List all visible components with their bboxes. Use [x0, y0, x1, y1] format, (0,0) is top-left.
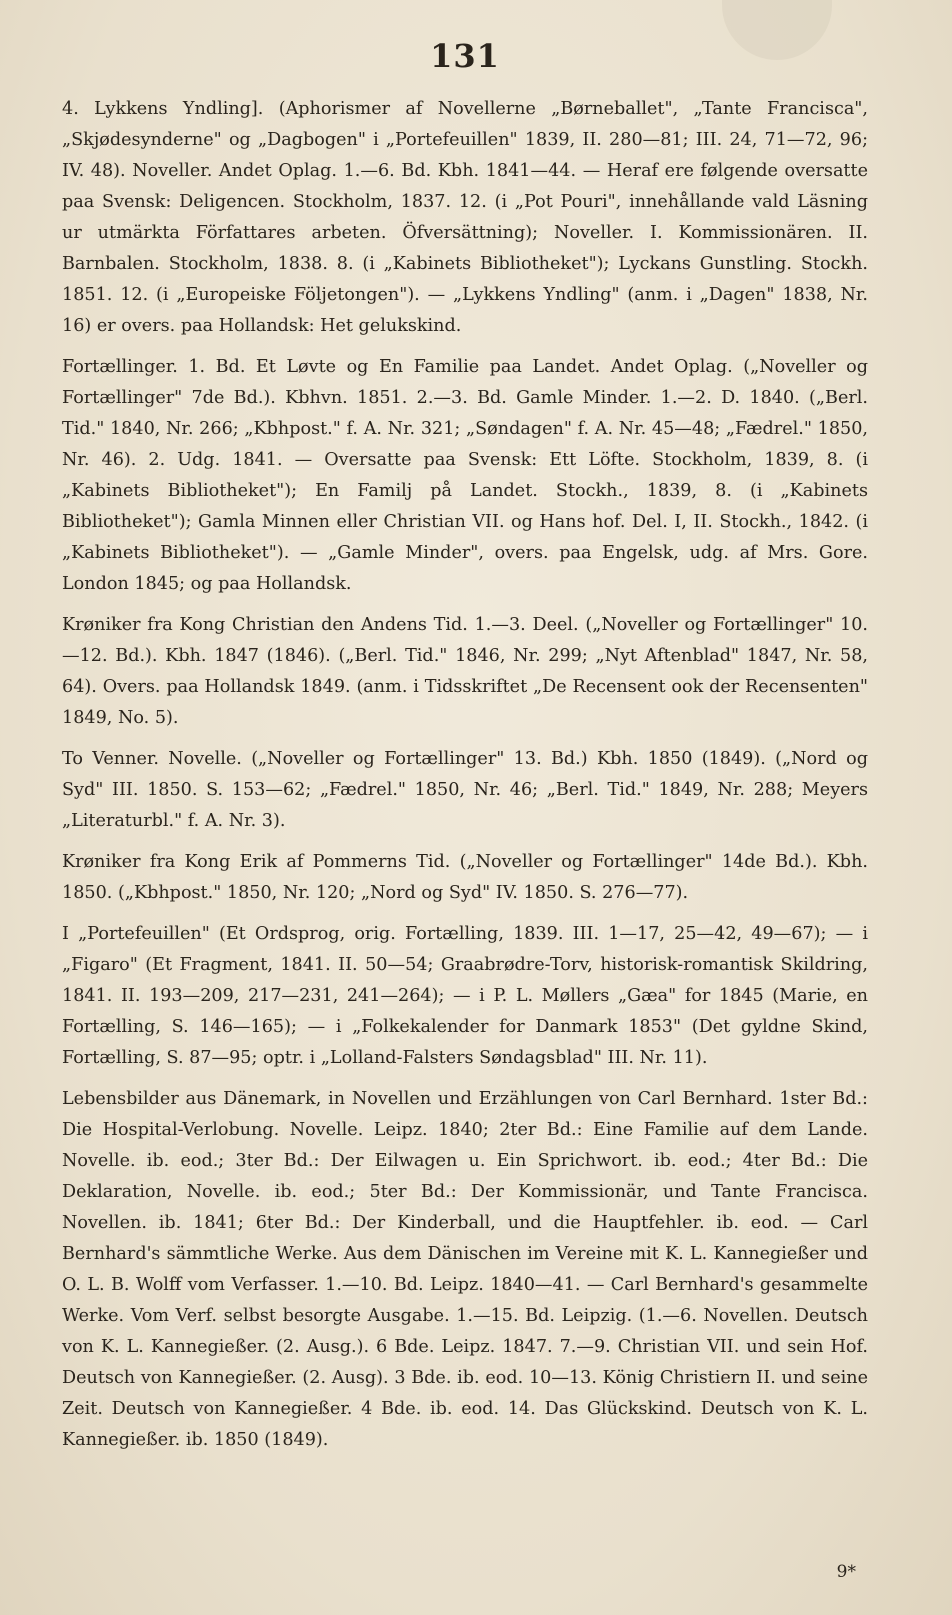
entry-text: 4. Lykkens Yndling]. (Aphorismer af Novellerne „Børneballet", „Tante Francisca", „Skjødesynderne" og „Dagbogen" i „Portefeuillen" 1839, II. 280—81; III. 24, 71—72, 96; IV. 48). Noveller. Andet Oplag. 1.—6. Bd. Kbh. 1841—44. — Heraf ere følgende oversatte paa Svensk: Deligencen. Stockholm, 1837. 12. (i „Pot Pouri", innehållande vald Läsning ur utmärkta Författares arbeten. Öfversättning); Noveller. I. Kommissionären. II. Barnbalen. Stockholm, 1838. 8. (i „Kabinets Bibliotheket"); Lyckans Gunstling. Stockh. 1851. 12. (i „Europeiske Följetongen"). — „Lykkens Yndling" (anm. i „Dagen" 1838, Nr. 16) er overs. paa Hollandsk: Het gelukskind.: [62, 99, 868, 336]
entry-6: [62, 919, 868, 1074]
entry-text: Krøniker fra Kong Erik af Pommerns Tid. („Noveller og Fortællinger" 14de Bd.). Kbh. 1850. („Kbhpost." 1850, Nr. 120; „Nord og Syd" IV. 1850. S. 276—77).: [62, 852, 868, 903]
entry-text: Fortællinger. 1. Bd. Et Løvte og En Familie paa Landet. Andet Oplag. („Noveller og Fortællinger" 7de Bd.). Kbhvn. 1851. 2.—3. Bd. Gamle Minder. 1.—2. D. 1840. („Berl. Tid." 1840, Nr. 266; „Kbhpost." f. A. Nr. 321; „Søndagen" f. A. Nr. 45—48; „Fædrel." 1850, Nr. 46). 2. Udg. 1841. — Oversatte paa Svensk: Ett Löfte. Stockholm, 1839, 8. (i „Kabinets Bibliotheket"); En Familj på Landet. Stockh., 1839, 8. (i „Kabinets Bibliotheket"); Gamla Minnen eller Christian VII. og Hans hof. Del. I, II. Stockh., 1842. (i „Kabinets Bibliotheket"). — „Gamle Minder", overs. paa Engelsk, udg. af Mrs. Gore. London 1845; og paa Hollandsk.: [62, 357, 868, 594]
entry-text: Krøniker fra Kong Christian den Andens Tid. 1.—3. Deel. („Noveller og Fortællinger" 10.—12. Bd.). Kbh. 1847 (1846). („Berl. Tid." 1846, Nr. 299; „Nyt Aftenblad" 1847, Nr. 58, 64). Overs. paa Hollandsk 1849. (anm. i Tidsskriftet „De Recensent ook der Recensenten" 1849, No. 5).: [62, 615, 868, 728]
page-number: 131: [430, 37, 500, 75]
entry-3: [62, 610, 868, 734]
entry-2: [62, 352, 868, 600]
entry-7: [62, 1084, 868, 1456]
entry-text: To Venner. Novelle. („Noveller og Fortællinger" 13. Bd.) Kbh. 1850 (1849). („Nord og Syd" III. 1850. S. 153—62; „Fædrel." 1850, Nr. 46; „Berl. Tid." 1849, Nr. 288; Meyers „Literaturbl." f. A. Nr. 3).: [62, 749, 868, 831]
signature-mark: 9*: [836, 1562, 856, 1582]
entry-5: [62, 847, 868, 909]
entry-text: Lebensbilder aus Dänemark, in Novellen und Erzählungen von Carl Bernhard. 1ster Bd.: Die Hospital-Verlobung. Novelle. Leipz. 1840; 2ter Bd.: Eine Familie auf dem Lande. Novelle. ib. eod.; 3ter Bd.: Der Eilwagen u. Ein Sprichwort. ib. eod.; 4ter Bd.: Die Deklaration, Novelle. ib. eod.; 5ter Bd.: Der Kommissionär, und Tante Francisca. Novellen. ib. 1841; 6ter Bd.: Der Kinderball, und die Hauptfehler. ib. eod. — Carl Bernhard's sämmtliche Werke. Aus dem Dänischen im Vereine mit K. L. Kannegießer und O. L. B. Wolff vom Verfasser. 1.—10. Bd. Leipz. 1840—41. — Carl Bernhard's gesammelte Werke. Vom Verf. selbst besorgte Ausgabe. 1.—15. Bd. Leipzig. (1.—6. Novellen. Deutsch von K. L. Kannegießer. (2. Ausg.). 6 Bde. Leipz. 1847. 7.—9. Christian VII. und sein Hof. Deutsch von Kannegießer. (2. Ausg). 3 Bde. ib. eod. 10—13. König Christiern II. und seine Zeit. Deutsch von Kannegießer. 4 Bde. ib. eod. 14. Das Glückskind. Deutsch von K. L. Kannegießer. ib. 1850 (1849).: [62, 1089, 868, 1450]
entry-1: [62, 94, 868, 342]
entry-4: [62, 744, 868, 837]
entry-text: I „Portefeuillen" (Et Ordsprog, orig. Fortælling, 1839. III. 1—17, 25—42, 49—67); — i „Figaro" (Et Fragment, 1841. II. 50—54; Graabrødre-Torv, historisk-romantisk Skildring, 1841. II. 193—209, 217—231, 241—264); — i P. L. Møllers „Gæa" for 1845 (Marie, en Fortælling, S. 146—165); — i „Folkekalender for Danmark 1853" (Det gyldne Skind, Fortælling, S. 87—95; optr. i „Lolland-Falsters Søndagsblad" III. Nr. 11).: [62, 924, 868, 1068]
